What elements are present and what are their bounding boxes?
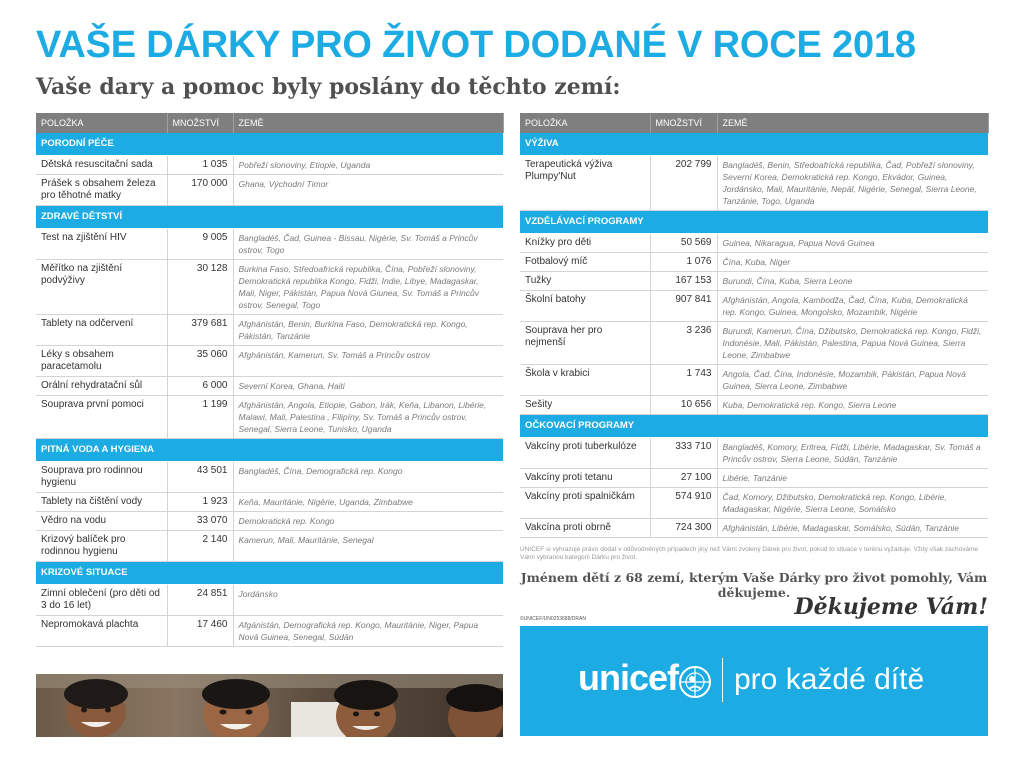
row-countries: Burkina Faso, Středoafrická republika, Čína, Pobřeží slonoviny, Demokratická republika Kongo, Fidži, Indie, Libye, Madagaskar, Mali, Niger, Pákistán, Papua Nová Giunea, Sv. Tomáš a Princův ostrov, Senegal, Togo [233,260,503,315]
row-item: Dětská resuscitační sada [36,156,167,175]
row-qty: 43 501 [167,462,233,493]
row-countries: Kamerun, Mali, Mauritánie, Senegal [233,531,503,562]
table-row [36,396,503,439]
unicef-logo-text: unicef [578,657,679,698]
table-row [520,322,988,365]
row-item: Nepromokavá plachta [36,616,167,647]
table-row [520,234,988,253]
row-item: Terapeutická výživa Plumpy'Nut [520,156,650,211]
children-photo [36,674,503,737]
row-item: Souprava her pro nejmenší [520,322,650,365]
row-qty: 1 923 [167,493,233,512]
row-qty: 202 799 [650,156,717,211]
row-countries: Bangladéš, Čína, Demografická rep. Kongo [233,462,503,493]
row-countries: Afghánistán, Libérie, Madagaskar, Somálsko, Súdán, Tanzánie [717,519,988,538]
row-qty: 1 743 [650,365,717,396]
column-header-countries: ZEMĚ [717,113,988,133]
section-title: VZDĚLÁVACÍ PROGRAMY [520,211,988,234]
column-header-countries: ZEMĚ [233,113,503,133]
row-item: Vakcíny proti tetanu [520,469,650,488]
row-item: Knížky pro děti [520,234,650,253]
table-row [36,260,503,315]
table-row [36,175,503,206]
signature: Děkujeme Vám! [794,594,988,620]
table-row [36,512,503,531]
row-countries: Libérie, Tanzánie [717,469,988,488]
row-countries: Afghánistán, Benin, Burkina Faso, Demokratická rep. Kongo, Pákistán, Tanzánie [233,315,503,346]
table-row [520,365,988,396]
row-qty: 30 128 [167,260,233,315]
row-item: Vědro na vodu [36,512,167,531]
unicef-banner [520,626,988,736]
row-item: Souprava první pomoci [36,396,167,439]
row-item: Vakcína proti obrně [520,519,650,538]
unicef-tagline: pro každé dítě [734,663,925,696]
row-countries: Burundi, Kamerun, Čína, Džibutsko, Demokratická rep. Kongo, Fidži, Indonésie, Mali, Pákistán, Palestina, Papua Nová Guinea, Sierra Leone, Zimbabwe [717,322,988,365]
row-qty: 379 681 [167,315,233,346]
row-countries: Ghana, Východní Timor [233,175,503,206]
row-countries: Čad, Komory, Džibutsko, Demokratická rep. Kongo, Libérie, Madagaskar, Nigérie, Sierra Leone, Somálsko [717,488,988,519]
row-countries: Afgánistán, Demografická rep. Kongo, Mauritánie, Niger, Papua Nová Guinea, Senegal, Súdán [233,616,503,647]
column-header-item: POLOŽKA [520,113,650,133]
row-qty: 574 910 [650,488,717,519]
table-row [36,229,503,260]
row-qty: 9 005 [167,229,233,260]
table-row [520,469,988,488]
table-header [36,113,503,133]
section-title: PORODNÍ PÉČE [36,133,503,156]
section-title: ZDRAVÉ DĚTSTVÍ [36,206,503,229]
row-item: Školní batohy [520,291,650,322]
row-countries: Afghánistán, Angola, Etiopie, Gabon, Irák, Keňa, Libanon, Libérie, Malawi, Mali, Palestina , Filipíny, Sv. Tomáš a Princův ostrov, Senegal, Sierra Leone, Tunisko, Uganda [233,396,503,439]
row-qty: 170 000 [167,175,233,206]
row-qty: 724 300 [650,519,717,538]
row-countries: Angola, Čad, Čína, Indonésie, Mozambik, Pákistán, Papua Nová Guinea, Sierra Leone, Zimbabwe [717,365,988,396]
row-countries: Bangladéš, Komory, Eritrea, Fidži, Libérie, Madagaskar, Sv. Tomáš a Princův ostrov, Sierra Leone, Súdán, Tanzánie [717,438,988,469]
table-row [36,346,503,377]
column-header-item: POLOŽKA [36,113,167,133]
section-title: PITNÁ VODA A HYGIENA [36,439,503,462]
row-qty: 33 070 [167,512,233,531]
row-qty: 50 569 [650,234,717,253]
children-photo-image [36,674,503,737]
row-item: Sešity [520,396,650,415]
row-qty: 167 153 [650,272,717,291]
section-header [36,562,503,585]
table-header [520,113,988,133]
row-qty: 2 140 [167,531,233,562]
row-qty: 1 199 [167,396,233,439]
table-row [520,272,988,291]
row-qty: 17 460 [167,616,233,647]
right-gifts-table [520,113,989,538]
table-row [36,315,503,346]
table-row [36,462,503,493]
row-item: Léky s obsahem paracetamolu [36,346,167,377]
table-row [520,519,988,538]
row-countries: Demokratická rep. Kongo [233,512,503,531]
section-header [520,133,988,156]
row-countries: Afghánistán, Kamerun, Sv. Tomáš a Princův ostrov [233,346,503,377]
row-countries: Kuba, Demokratická rep. Kongo, Sierra Leone [717,396,988,415]
row-item: Tužky [520,272,650,291]
table-row [520,291,988,322]
table-row [36,585,503,616]
section-header [520,211,988,234]
row-qty: 35 060 [167,346,233,377]
section-header [36,206,503,229]
row-item: Prášek s obsahem železa pro těhotné matky [36,175,167,206]
row-qty: 3 236 [650,322,717,365]
row-countries: Jordánsko [233,585,503,616]
section-title: VÝŽIVA [520,133,988,156]
row-item: Měřítko na zjištění podvýživy [36,260,167,315]
column-header-qty: MNOŽSTVÍ [167,113,233,133]
section-header [36,439,503,462]
row-countries: Guinea, Nikaragua, Papua Nová Guinea [717,234,988,253]
row-countries: Bangladéš, Benin, Středoafrická republika, Čad, Pobřeží slonoviny, Severní Korea, Demokratická rep. Kongo, Ekvádor, Guinea, Jordánsko, Mali, Mauritánie, Nepál, Nigérie, Senegal, Sierra Leone, Tanzánie, Togo, Uganda [717,156,988,211]
left-gifts-table [36,113,504,647]
row-countries: Keňa, Mauritánie, Nigérie, Uganda, Zimbabwe [233,493,503,512]
row-item: Zimní oblečení (pro děti od 3 do 16 let) [36,585,167,616]
table-row [36,531,503,562]
row-countries: Burundi, Čína, Kuba, Sierra Leone [717,272,988,291]
section-header [520,415,988,438]
column-header-qty: MNOŽSTVÍ [650,113,717,133]
row-qty: 1 035 [167,156,233,175]
row-countries: Bangladéš, Čad, Guinea - Bissau, Nigérie, Sv. Tomáš a Princův ostrov, Togo [233,229,503,260]
photo-credit: ©UNICEF/UN0253688/DRAN [520,616,586,622]
section-title: KRIZOVÉ SITUACE [36,562,503,585]
logo-divider [722,658,723,702]
table-row [520,396,988,415]
row-countries: Afghánistán, Angola, Kambodža, Čad, Čína, Kuba, Demokratická rep. Kongo, Guinea, Mongolsko, Mozambik, Nigérie [717,291,988,322]
thank-you-message: Jménem dětí z 68 zemí, kterým Vaše Dárky pro život pomohly, Vám děkujeme. [520,570,988,600]
page-subtitle: Vaše dary a pomoc byly poslány do těchto zemí: [36,74,621,100]
table-row [36,156,503,175]
row-qty: 10 656 [650,396,717,415]
table-row [36,616,503,647]
row-qty: 27 100 [650,469,717,488]
row-item: Test na zjištění HIV [36,229,167,260]
row-item: Vakcíny proti tuberkulóze [520,438,650,469]
row-item: Orální rehydratační sůl [36,377,167,396]
row-qty: 1 076 [650,253,717,272]
row-item: Škola v krabici [520,365,650,396]
table-row [520,438,988,469]
row-item: Souprava pro rodinnou hygienu [36,462,167,493]
table-row [36,377,503,396]
row-qty: 333 710 [650,438,717,469]
row-qty: 907 841 [650,291,717,322]
row-countries: Pobřeží slonoviny, Etiopie, Uganda [233,156,503,175]
section-header [36,133,503,156]
row-item: Tablety na odčervení [36,315,167,346]
table-row [520,156,988,211]
row-item: Fotbalový míč [520,253,650,272]
row-qty: 24 851 [167,585,233,616]
table-row [36,493,503,512]
section-title: OČKOVACÍ PROGRAMY [520,415,988,438]
page-title: VAŠE DÁRKY PRO ŽIVOT DODANÉ V ROCE 2018 [36,24,916,66]
row-countries: Severní Korea, Ghana, Haiti [233,377,503,396]
row-item: Vakcíny proti spalničkám [520,488,650,519]
unicef-globe-icon [678,665,712,699]
table-row [520,253,988,272]
footnote: UNICEF si vyhrazuje právo dodat v odůvodněných případech jiný než Vámi zvolený Dárek pro život, pokud to situace v terénu vyžaduje. Vždy však zachováme Vámi vybranou kategorii Dárku pro život. [520,546,979,561]
row-item: Tablety na čištění vody [36,493,167,512]
row-item: Krizový balíček pro rodinnou hygienu [36,531,167,562]
row-countries: Čína, Kuba, Niger [717,253,988,272]
row-qty: 6 000 [167,377,233,396]
table-row [520,488,988,519]
